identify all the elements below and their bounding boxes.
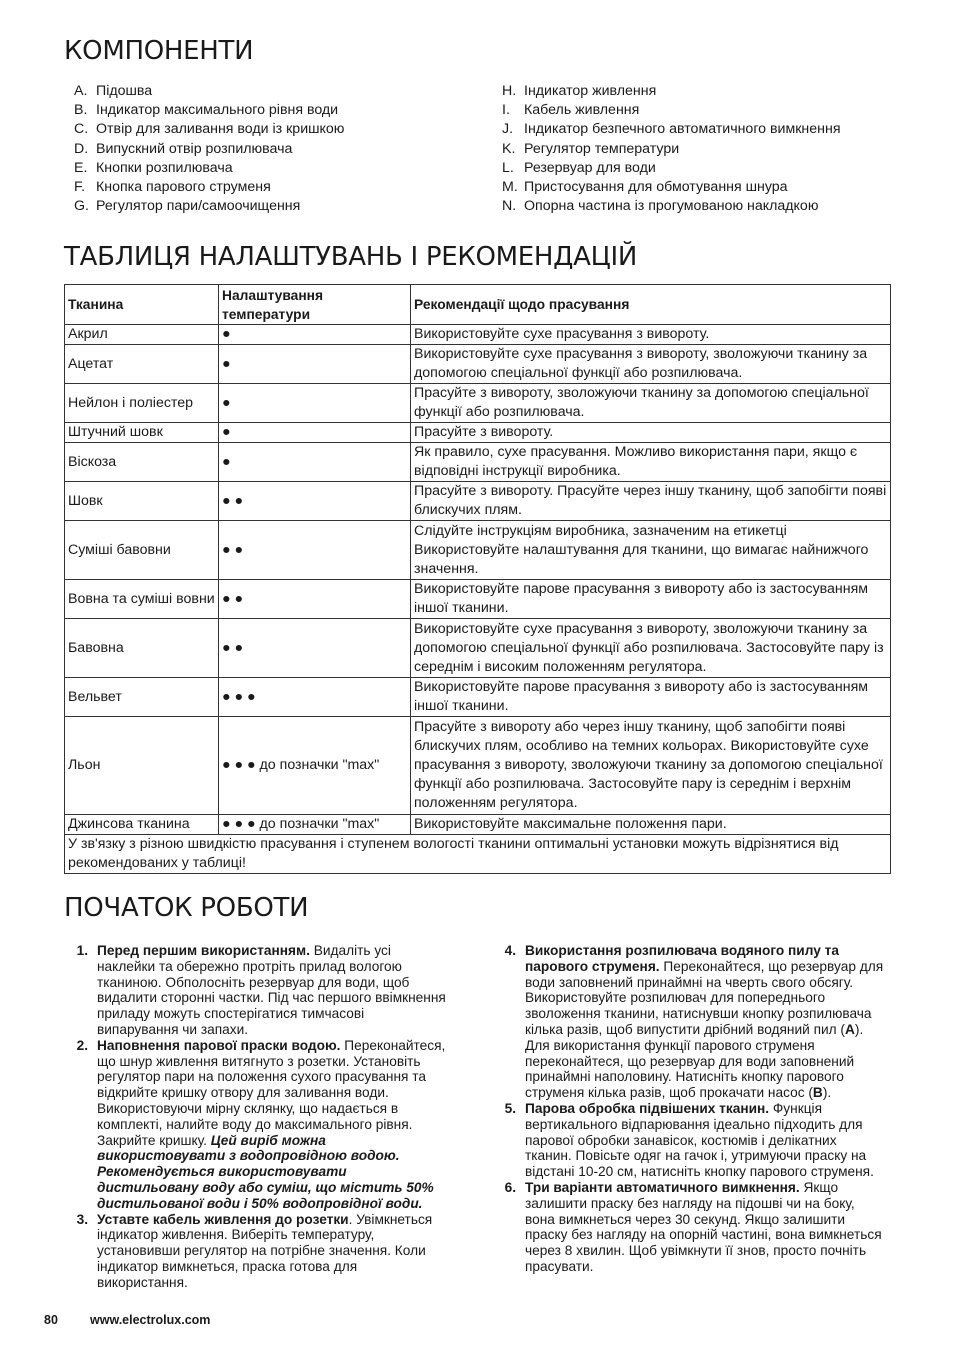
rec-cell: Прасуйте з вивороту. xyxy=(411,423,891,443)
temp-cell: ● xyxy=(219,345,411,384)
step-body: Якщо залишити праску без нагляду на підошві чи на боку, вона вимкнеться через 30 секунд. Якщо залишити праску без нагляду на опорній частині, вона вимкнеться через 8 хвилин. Щоб увімкнути її знов, просто почніть прасувати. xyxy=(525,1179,882,1274)
step-6: 6. Три варіанти автоматичного вимкнення. Якщо залишити праску без нагляду на підошві чи на боку, вона вимкнеться через 30 секунд. Якщо залишити праску без нагляду на опорній частині, вона вимкнеться через 8 хвилин. Щоб увімкнути її знов, просто почніть прасувати. xyxy=(504,1179,882,1274)
fabric-cell: Штучний шовк xyxy=(65,423,219,443)
key-b: B xyxy=(812,1085,823,1101)
table-row xyxy=(65,580,891,619)
rec-cell: Прасуйте з вивороту. Прасуйте через іншу тканину, щоб запобігти появі блискучих плям. xyxy=(411,482,891,521)
key-a: A xyxy=(845,1021,855,1037)
temp-cell: ● ● ● до позначки "max" xyxy=(219,815,411,835)
fabric-cell: Вовна та суміші вовни xyxy=(65,580,219,619)
fabric-cell: Ацетат xyxy=(65,345,219,384)
column-header-temp: Налаштування температури xyxy=(219,285,411,325)
steps-left-column xyxy=(64,943,446,1291)
rec-cell: Використовуйте парове прасування з вивороту або із застосуванням іншої тканини. xyxy=(411,580,891,619)
fabric-cell: Бавовна xyxy=(65,619,219,678)
fabric-cell: Вельвет xyxy=(65,678,219,717)
temp-cell: ● ● xyxy=(219,482,411,521)
start-title: ПОЧАТОК РОБОТИ xyxy=(64,893,309,923)
list-item: A. Підошва xyxy=(74,83,153,99)
rec-cell: Використовуйте максимальне положення пари. xyxy=(411,815,891,835)
step-body: Переконайтеся, що резервуар для води заповнений принаймні на чверть свого обсягу. Використовуйте розпилювач для попереднього зволоження тканини, натиснувши кнопку розпилювача кілька разів, щоб випустити дрібний водяний пил ( xyxy=(525,958,884,1037)
rec-cell: Як правило, сухе прасування. Можливо використання пари, якщо є відповідні інструкції виробника. xyxy=(411,443,891,482)
step-heading: Використання розпилювача водяного пилу та парового струменя. xyxy=(525,943,839,974)
components-list-left xyxy=(74,82,474,216)
temp-cell: ● ● xyxy=(219,619,411,678)
list-item: B. Індикатор максимального рівня води xyxy=(74,102,339,119)
temp-cell: ● xyxy=(219,443,411,482)
fabric-cell: Нейлон і поліестер xyxy=(65,384,219,423)
list-item: M. Пристосування для обмотування шнура xyxy=(502,179,788,196)
list-item: H. Індикатор живлення xyxy=(502,83,657,99)
list-item: G. Регулятор пари/самоочищення xyxy=(74,198,301,215)
step-1: 1. Перед першим використанням. Видаліть усі наклейки та обережно протріть прилад вологою тканиною. Обполосніть резервуар для води, щоб видалити сторонні частки. Під час першого ввімкнення приладу можуть спостерігатися тимчасові випарування чи запахи. xyxy=(76,943,446,1037)
step-body: ). Для використання функції парового струменя переконайтеся, що резервуар для води заповнений принаймні наполовину. Натисніть кнопку парового струменя кілька разів, щоб прокачати насос ( xyxy=(525,1021,864,1101)
list-item: D. Випускний отвір розпилювача xyxy=(74,140,293,157)
list-item: J. Індикатор безпечного автоматичного вимкнення xyxy=(502,121,841,138)
table-note: У зв'язку з різною швидкістю прасування і ступенем вологості тканини оптимальні установки можуть відрізнятися від рекомендованих у таблиці! xyxy=(65,835,891,874)
temp-cell: ● ● ● до позначки "max" xyxy=(219,717,411,815)
table-row xyxy=(65,619,891,678)
temp-cell: ● ● ● xyxy=(219,678,411,717)
table-row xyxy=(65,423,891,443)
rec-cell: Використовуйте сухе прасування з вивороту, зволожуючи тканину за допомогою спеціальної функції або розпилювача. Застосовуйте пару із середнім і високим положенням регулятора. xyxy=(411,619,891,678)
fabric-cell: Акрил xyxy=(65,325,219,345)
step-heading: Наповнення парової праски водою. xyxy=(97,1037,341,1053)
page-number: 80 xyxy=(44,1313,58,1327)
list-item: C. Отвір для заливання води із кришкою xyxy=(74,121,345,138)
temp-cell: ● ● xyxy=(219,580,411,619)
temp-cell: ● ● xyxy=(219,521,411,580)
footer-url: www.electrolux.com xyxy=(90,1313,211,1327)
table-header-row xyxy=(65,285,891,325)
table-row xyxy=(65,678,891,717)
table-row xyxy=(65,325,891,345)
list-item: I. Кабель живлення xyxy=(502,102,640,119)
step-body: Видаліть усі наклейки та обережно протріть прилад вологою тканиною. Обполосніть резервуар для води, щоб видалити сторонні частки. Під час першого ввімкнення приладу можуть спостерігатися тимчасові випарування чи запахи. xyxy=(97,943,446,1037)
temp-cell: ● xyxy=(219,423,411,443)
table-row xyxy=(65,482,891,521)
step-emphasis: Цей виріб можна використовувати з водопровідною водою. Рекомендується використовувати дистильовану воду або суміш, що містить 50% дистильованої води і 50% водопровідної води. xyxy=(97,1132,434,1211)
table-row xyxy=(65,815,891,835)
step-body: Функція вертикального відпарювання ідеально підходить для парової обробки занавісок, костюмів і делікатних тканин. Повісьте одяг на гачок і, утримуючи праску на відстані 10-20 см, натисніть кнопку парового струменя. xyxy=(525,1100,874,1180)
rec-cell: Прасуйте з вивороту, зволожуючи тканину за допомогою спеціальної функції або розпилювача. xyxy=(411,384,891,423)
step-heading: Парова обробка підвішених тканин. xyxy=(525,1100,770,1116)
rec-cell: Використовуйте парове прасування з вивороту або із застосуванням іншої тканини. xyxy=(411,678,891,717)
fabric-cell: Льон xyxy=(65,717,219,815)
table-row xyxy=(65,345,891,384)
fabric-cell: Шовк xyxy=(65,482,219,521)
step-3: 3. Уставте кабель живлення до розетки. Увімкнеться індикатор живлення. Виберіть температуру, установивши регулятор на потрібне значення. Коли індикатор вимкнеться, праска готова для використання. xyxy=(76,1211,433,1290)
fabric-cell: Віскоза xyxy=(65,443,219,482)
rec-cell: Прасуйте з вивороту або через іншу тканину, щоб запобігти появі блискучих плям, особливо на темних кольорах. Використовуйте сухе прасування з вивороту, зволожуючи тканину за допомогою спеціальної функції або розпилювача. Застосовуйте пару із середнім і верхнім положенням регулятора. xyxy=(411,717,891,815)
table-row xyxy=(65,717,891,815)
list-item: K. Регулятор температури xyxy=(502,140,680,157)
components-title: КОМПОНЕНТИ xyxy=(64,36,254,66)
step-heading: Уставте кабель живлення до розетки xyxy=(97,1211,349,1227)
rec-cell: Використовуйте сухе прасування з вивороту. xyxy=(411,325,891,345)
list-item: F. Кнопка парового струменя xyxy=(74,179,271,196)
steps-right-column xyxy=(492,943,884,1275)
step-body: Переконайтеся, що шнур живлення витягнуто з розетки. Установіть регулятор пари на положення сухого прасування та відкрийте кришку отвору для заливання води. Використовуючи мірну склянку, що надається в комплекті, налийте воду до максимального рівня. Закрийте кришку. xyxy=(97,1037,446,1148)
fabric-cell: Суміші бавовни xyxy=(65,521,219,580)
step-heading: Перед першим використанням. xyxy=(97,943,310,958)
column-header-rec: Рекомендації щодо прасування xyxy=(411,285,891,325)
step-4: 4. Використання розпилювача водяного пилу та парового струменя. Переконайтеся, що резервуар для води заповнений принаймні на чверть свого обсягу. Використовуйте розпилювач для попереднього зволоження тканини, натиснувши кнопку розпилювача кілька разів, щоб випустити дрібний водяний пил (A). Для використання функції парового струменя переконайтеся, що резервуар для води заповнений принаймні наполовину. Натисніть кнопку парового струменя кілька разів, щоб прокачати насос (B). xyxy=(504,943,884,1101)
table-row xyxy=(65,443,891,482)
list-item: L. Резервуар для води xyxy=(502,159,656,176)
step-2: 2. Наповнення парової праски водою. Переконайтеся, що шнур живлення витягнуто з розетки. Установіть регулятор пари на положення сухого прасування та відкрийте кришку отвору для заливання води. Використовуючи мірну склянку, що надається в комплекті, налийте воду до максимального рівня. Закрийте кришку. Цей виріб можна використовувати з водопровідною водою. Рекомендується використовувати дистильовану воду або суміш, що містить 50% дистильованої води і 50% водопровідної води. xyxy=(76,1037,446,1211)
step-body: ). xyxy=(822,1085,832,1101)
fabric-cell: Джинсова тканина xyxy=(65,815,219,835)
temp-cell: ● xyxy=(219,384,411,423)
table-row xyxy=(65,384,891,423)
rec-cell: Використовуйте сухе прасування з вивороту, зволожуючи тканину за допомогою спеціальної функції або розпилювача. xyxy=(411,345,891,384)
step-heading: Три варіанти автоматичного вимкнення. xyxy=(525,1179,800,1195)
step-5: 5. Парова обробка підвішених тканин. Функція вертикального відпарювання ідеально підходить для парової обробки занавісок, костюмів і делікатних тканин. Повісьте одяг на гачок і, утримуючи праску на відстані 10-20 см, натисніть кнопку парового струменя. xyxy=(504,1100,874,1180)
components-list-right xyxy=(502,82,902,216)
step-body: . Увімкнеться індикатор живлення. Виберіть температуру, установивши регулятор на потрібне значення. Коли індикатор вимкнеться, праска готова для використання. xyxy=(97,1211,433,1290)
rec-cell: Слідуйте інструкціям виробника, зазначеним на етикетці Використовуйте налаштування для тканини, що вимагає найнижчого значення. xyxy=(411,521,891,580)
table-note-row xyxy=(65,835,891,874)
table-row xyxy=(65,521,891,580)
list-item: E. Кнопки розпилювача xyxy=(74,159,233,176)
settings-table xyxy=(64,284,891,874)
list-item: N. Опорна частина із прогумованою накладкою xyxy=(502,198,819,215)
settings-title: ТАБЛИЦЯ НАЛАШТУВАНЬ І РЕКОМЕНДАЦІЙ xyxy=(64,242,638,272)
temp-cell: ● xyxy=(219,325,411,345)
column-header-fabric: Тканина xyxy=(65,285,219,325)
